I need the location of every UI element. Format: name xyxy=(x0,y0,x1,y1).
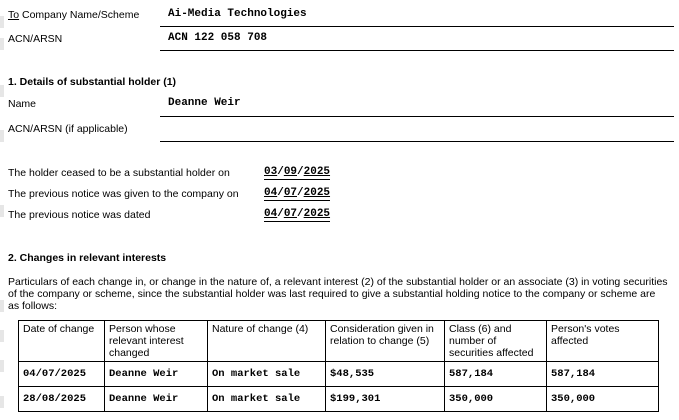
cell-nature: On market sale xyxy=(208,362,326,387)
column-header: Class (6) and number of securities affected xyxy=(445,321,547,362)
ceased-date xyxy=(264,166,330,180)
company-name-label-text: Company Name/Scheme xyxy=(19,9,140,21)
day: 04 xyxy=(264,208,278,220)
divider xyxy=(160,50,674,51)
cell-date: 04/07/2025 xyxy=(19,362,105,387)
previous-dated-date xyxy=(264,208,330,222)
date-separator: / xyxy=(277,166,284,178)
column-header: Person's votes affected xyxy=(547,321,659,362)
date-separator: / xyxy=(277,208,284,220)
date-separator: / xyxy=(297,166,304,178)
year: 2025 xyxy=(303,166,331,178)
column-header: Nature of change (4) xyxy=(208,321,326,362)
month: 07 xyxy=(283,187,298,199)
to-prefix: To xyxy=(8,9,20,21)
section2-title: 2. Changes in relevant interests xyxy=(8,252,167,264)
date-separator: / xyxy=(297,208,304,220)
margin-mark xyxy=(0,300,4,312)
day: 04 xyxy=(264,187,278,199)
acn-label: ACN/ARSN xyxy=(8,33,63,45)
column-header: Date of change xyxy=(19,321,105,362)
cell-votes: 350,000 xyxy=(547,387,659,412)
month: 07 xyxy=(283,208,298,220)
holder-name-value: Deanne Weir xyxy=(168,97,241,109)
acn-value: ACN 122 058 708 xyxy=(168,32,268,44)
cell-securities: 350,000 xyxy=(445,387,547,412)
margin-mark xyxy=(0,360,4,372)
divider xyxy=(160,116,674,117)
margin-mark xyxy=(0,330,4,342)
table-row xyxy=(19,387,659,412)
cell-person: Deanne Weir xyxy=(105,387,208,412)
previous-given-label: The previous notice was given to the company on xyxy=(8,188,239,200)
table-row xyxy=(19,362,659,387)
margin-mark xyxy=(0,85,4,97)
changes-table xyxy=(18,320,659,412)
column-header: Person whose relevant interest changed xyxy=(105,321,208,362)
table-header-row xyxy=(19,321,659,362)
previous-given-date xyxy=(264,187,330,201)
cell-person: Deanne Weir xyxy=(105,362,208,387)
holder-name-label: Name xyxy=(8,98,37,110)
ceased-label: The holder ceased to be a substantial holder on xyxy=(8,167,230,179)
divider xyxy=(160,141,674,142)
margin-mark xyxy=(0,396,4,408)
date-separator: / xyxy=(277,187,284,199)
company-name-value: Ai-Media Technologies xyxy=(168,8,307,20)
date-separator: / xyxy=(297,187,304,199)
margin-mark xyxy=(0,205,4,217)
month: 09 xyxy=(283,166,298,178)
cell-consideration: $199,301 xyxy=(326,387,445,412)
divider xyxy=(160,26,674,27)
margin-mark xyxy=(0,16,4,28)
company-name-label xyxy=(8,9,139,21)
day: 03 xyxy=(264,166,278,178)
holder-acn-label: ACN/ARSN (if applicable) xyxy=(8,123,128,135)
cell-date: 28/08/2025 xyxy=(19,387,105,412)
cell-votes: 587,184 xyxy=(547,362,659,387)
previous-dated-label: The previous notice was dated xyxy=(8,209,151,221)
section1-title: 1. Details of substantial holder (1) xyxy=(8,76,177,88)
margin-mark xyxy=(0,38,4,50)
year: 2025 xyxy=(303,187,331,199)
cell-nature: On market sale xyxy=(208,387,326,412)
section2-paragraph: Particulars of each change in, or change in the nature of, a relevant interest (2) of the substantial holder or an associate (3) in voting securities of the company or scheme, since the substantial holder was last required to give a substantial holding notice to the company or scheme are as follows: xyxy=(8,276,668,312)
year: 2025 xyxy=(303,208,331,220)
cell-securities: 587,184 xyxy=(445,362,547,387)
cell-consideration: $48,535 xyxy=(326,362,445,387)
column-header: Consideration given in relation to change (5) xyxy=(326,321,445,362)
margin-mark xyxy=(0,130,4,142)
